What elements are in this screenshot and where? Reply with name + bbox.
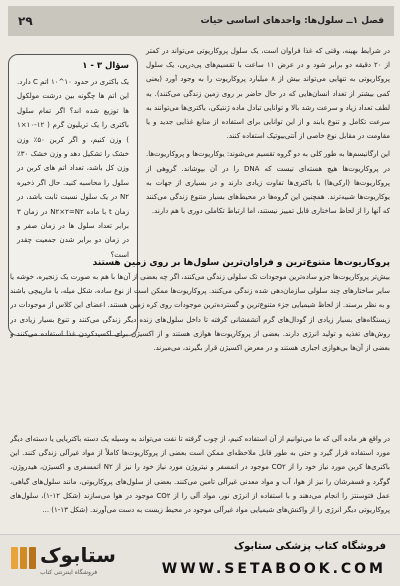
chapter-title: فصل ۱ــ سلول‌ها: واحدهای اساسی حیات [200, 16, 384, 26]
books-logo-icon [10, 545, 38, 571]
section-body [10, 270, 390, 432]
paragraph-5: در واقع هر ماده آلی که ما می‌توانیم از آن استفاده کنیم، از چوب گرفته تا نفت می‌تواند به وسیله یک دسته باکتریایی یا دسته‌ای دیگر مورد استفاده قرار گیرد و حتی به طور قابل ملاحظه‌ای ممکن است بعضی از پروکاریوت‌ها کاملاً از مواد غیرآلی زندگی کنند. این باکتری‌ها کربن مورد نیاز خود را از CO۲ موجود در اتمسفر و نیتروژن مورد نیاز خود را نیز از N۲ اتمسفری و اکسیژن، هیدروژن، گوگرد و فسفرشان را نیز از هوا، آب و مواد معدنی غیرآلی تامین می‌کنند. بعضی از سلول‌های پروکاریوتی، مانند سلول‌های گیاهی، عمل فتوسنتز را انجام می‌دهند و با استفاده از انرژی نور، مواد آلی را از CO۲ موجود در هوا می‌سازند (شکل ۱۲-۱)، سلول‌های پروکاریوتی دیگر انرژی را از واکنش‌های شیمیایی مواد غیرآلی موجود در محیط زیست به دست می‌آورند. (شکل ۱۳-۱) ... [10, 435, 390, 515]
paragraph-1: در شرایط بهینه، وقتی که غذا فراوان است، یک سلول پروکاریوتی می‌تواند در کمتر از ۲۰ دقیقه دو برابر شود و در عرض ۱۱ ساعت با تقسیم‌های پی‌در‌پی، یک سلول پروکاریوتی به تنهایی می‌تواند بیش از ۸ میلیارد پروکاریوت را به وجود آورد (یعنی کمی بیشتر از تعداد انسان‌هایی که در حال حاضر بر روی زمین زندگی می‌کنند). به لطف تعداد زیاد و سرعت رشد بالا و توانایی تبادل ماده ژنتیکی، باکتری‌ها می‌توانند به سرعت تکامل و تنوع یابند و از این توانایی برای استفاده از منابع غذایی جدید و یا مقاومت در مقابل نوع خاصی از آنتی‌بیوتیک استفاده کنند. [146, 47, 390, 141]
store-url-link[interactable]: WWW.SETABOOK.COM [161, 561, 386, 577]
section-title: پروکاریوت‌ها متنوع‌ترین و فراوان‌ترین سلول‌ها بر روی زمین هستند [92, 258, 390, 268]
page-header [8, 6, 394, 36]
footer-bar [0, 534, 400, 586]
question-text: یک باکتری در حدود ۱۰^۱۰ اتم C دارد. این اتم ها چگونه بین درشت مولکول ها توزیع شده اند؟ اگر تمام سلول باکتری را یک تریلیون گرم ( ۱۲-۱۰×۱ ) وزن کنیم، و اگر کربن ۵۰٪ وزن خشک را تشکیل دهد و وزن خشک ۳۰٪ وزن کل باشد، تعداد اتم های کربن در سلول را محاسبه کنید. حال اگر ذخیره N۲ در یک سلول نسبت ثابت باشد، در زمان t با ماده N۲×۲=N۲ در زمان ۳ برابر تعداد سلول ها در زمان صفر و در زمان دو برابر شدن جمعیت چقدر است؟ [17, 78, 130, 259]
paragraph-3: بیش‌تر پروکاریوت‌ها جزو ساده‌ترین موجودات تک سلولی زندگی می‌کنند، اگر چه بعضی از آن‌ها با هم به صورت یک زنجیره، خوشه یا سایر ساختارهای چند سلولی سازمان‌دهی شده زندگی می‌کنند. پروکاریوت‌ها ممکن است از نوع ساده، شکل میله، یا مارپیچی باشند و به نظر برسند. از لحاظ شیمیایی جزء متنوع‌ترین و گسترده‌ترین موجودات روی کره زمین هستند. اعضای این کلاس از موجودات در زیستگاه‌های بسیار زیادی از گودال‌های گرم آتشفشانی گرفته تا داخل سلول‌های زنده دیگر زندگی می‌کنند و تنوع بسیار زیادی در روش‌های تغذیه و تولید انرژی دارند. بعضی از پروکاریوت‌ها هوازی هستند و از اکسیژن برای اکسیدکردن غذا استفاده می‌کنند و بعضی از آن‌ها بی‌هوازی اجباری هستند و در معرض اکسیژن قرار بگیرند، می‌میرند. [10, 273, 390, 353]
section-heading-wrap [10, 250, 390, 272]
logo-text: ستابوک [40, 543, 116, 567]
logo-subtitle: فروشگاه اینترنتی کتاب [40, 569, 98, 576]
store-name: فروشگاه کتاب پزشکی ستابوک [233, 541, 386, 552]
setabook-logo[interactable] [10, 539, 120, 583]
question-title: سؤال ۳ - ۱ [82, 61, 129, 71]
page-number: ۲۹ [18, 14, 33, 28]
paragraph-2: این ارگانیسم‌ها به طور کلی به دو گروه تقسیم می‌شوند: یوکاریوت‌ها و پروکاریوت‌ها. در پروکاریوت‌ها هیچ هسته‌ای نیست که DNA را در آن بپوشاند. گروهی از پروکاریوت‌ها (ارکی‌ها) با باکتری‌ها تفاوت زیادی دارند و در بسیاری از جهات به یوکاریوت‌ها شبیه‌ترند. همچنین این گروه‌ها در محیط‌های بسیار متنوع زندگی می‌کنند که آنها را از لحاظ ساختاری قابل تمییز نیستند، اما ارتباط تکاملی دوری با هم دارند. [146, 150, 390, 216]
lower-body [10, 432, 390, 532]
